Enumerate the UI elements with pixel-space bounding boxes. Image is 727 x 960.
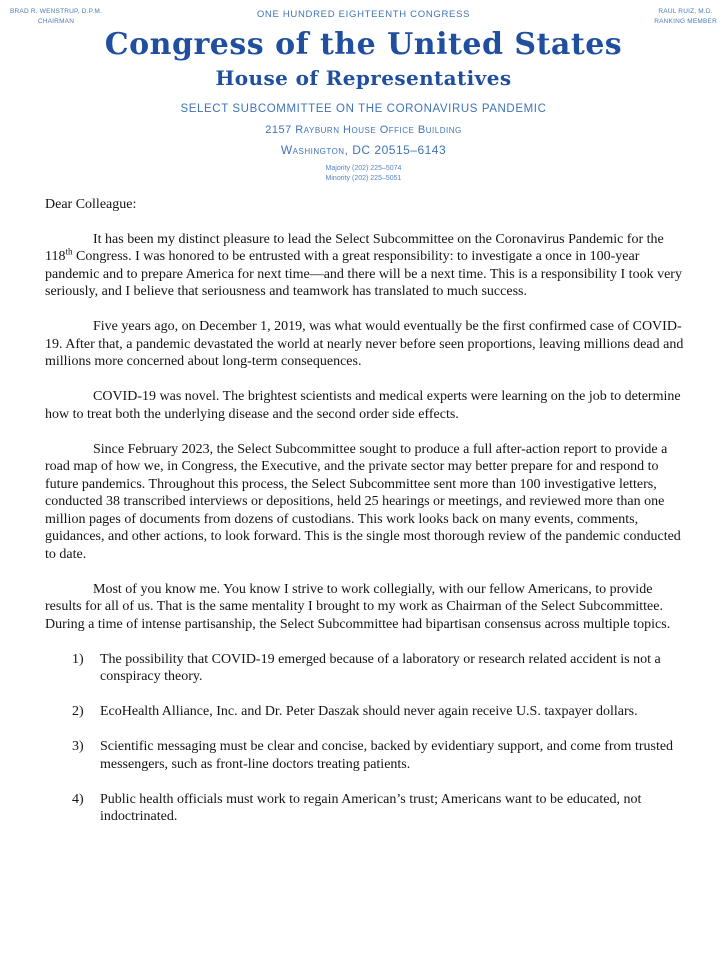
paragraph-1-text: It has been my distinct pleasure to lead the Select Subcommittee on the Coronavirus Pandemic for the 118 — [45, 231, 664, 265]
list-item-number: 4) — [72, 791, 84, 807]
chairman-title: CHAIRMAN — [37, 17, 75, 25]
list-item-number: 1) — [72, 651, 84, 667]
paragraph-1-continued: Congress. I was honored to be entrusted with a great responsibility: to investigate a once in 100-year pandemic and to prepare America for next time—and there will be a next time. This is a responsibility I took very seriously, and I believe that seriousness and teamwork has translated to much success. — [45, 249, 682, 300]
salutation: Dear Colleague: — [45, 196, 137, 212]
majority-phone: Majority (202) 225–5074 — [325, 164, 402, 172]
minority-phone: Minority (202) 225–5051 — [325, 174, 402, 182]
list-item — [72, 738, 684, 773]
ranking-member-title: RANKING MEMBER — [654, 17, 717, 25]
paragraph-5: Most of you know me. You know I strive to work collegially, with our fellow Americans, to provide results for all of us. That is the same mentality I brought to my work as Chairman of the Select Subcommittee. During a time of intense partisanship, the Select Subcommittee had bipartisan consensus across multiple topics. — [45, 581, 671, 632]
list-item-text: EcoHealth Alliance, Inc. and Dr. Peter Daszak should never again receive U.S. taxpayer dollars. — [100, 704, 638, 720]
committee-name: SELECT SUBCOMMITTEE ON THE CORONAVIRUS PANDEMIC — [180, 102, 547, 115]
list-item-number: 3) — [72, 739, 84, 755]
ordinal-superscript: th — [65, 246, 73, 257]
chairman-name: BRAD R. WENSTRUP, D.P.M. — [10, 8, 102, 15]
numbered-list — [72, 651, 684, 826]
ranking-member-block — [654, 7, 717, 27]
letterhead-subtitle: House of Representatives — [215, 65, 512, 90]
congress-session-line: ONE HUNDRED EIGHTEENTH CONGRESS — [256, 9, 471, 20]
paragraph-4: Since February 2023, the Select Subcommittee sought to produce a full after-action report to provide a road map of how we, in Congress, the Executive, and the private sector may better prepare for and respond to future pandemics. Throughout this process, the Select Subcommittee sent more than 100 investigative letters, conducted 38 transcribed interviews or depositions, held 25 hearings or meetings, and reviewed more than one million pages of documents from dozens of custodians. This work looks back on many events, comments, guidances, and other actions, to look forward. This is the single most thorough review of the pandemic conducted to date. — [45, 441, 681, 562]
paragraph-2: Five years ago, on December 1, 2019, was what would eventually be the first confirmed case of COVID-19. After that, a pandemic devastated the world at nearly never before seen proportions, leaving millions dead and millions more concerned about long-term consequences. — [45, 319, 684, 370]
list-item-text: Scientific messaging must be clear and concise, backed by evidentiary support, and come from trusted messengers, such as front-line doctors treating patients. — [100, 739, 674, 772]
list-item-text: The possibility that COVID-19 emerged because of a laboratory or research related accident is not a conspiracy theory. — [100, 651, 661, 685]
letter-body — [0, 184, 727, 826]
phone-numbers — [0, 164, 727, 184]
letterhead — [0, 0, 727, 184]
city-state-zip: Washington, DC 20515–6143 — [280, 142, 447, 157]
office-address: 2157 Rayburn House Office Building — [265, 123, 462, 136]
letterhead-title: Congress of the United States — [104, 27, 623, 62]
list-item — [72, 651, 684, 686]
list-item-number: 2) — [72, 704, 84, 720]
list-item — [72, 703, 684, 721]
paragraph-3: COVID-19 was novel. The brightest scientists and medical experts were learning on the job to determine how to treat both the underlying disease and the second order side effects. — [45, 389, 681, 422]
list-item-text: Public health officials must work to regain American’s trust; Americans want to be educated, not indoctrinated. — [100, 791, 642, 825]
paragraph-1 — [45, 231, 684, 301]
list-item — [72, 791, 684, 826]
ranking-member-name: RAUL RUIZ, M.D. — [658, 8, 713, 15]
chairman-block — [10, 7, 102, 27]
